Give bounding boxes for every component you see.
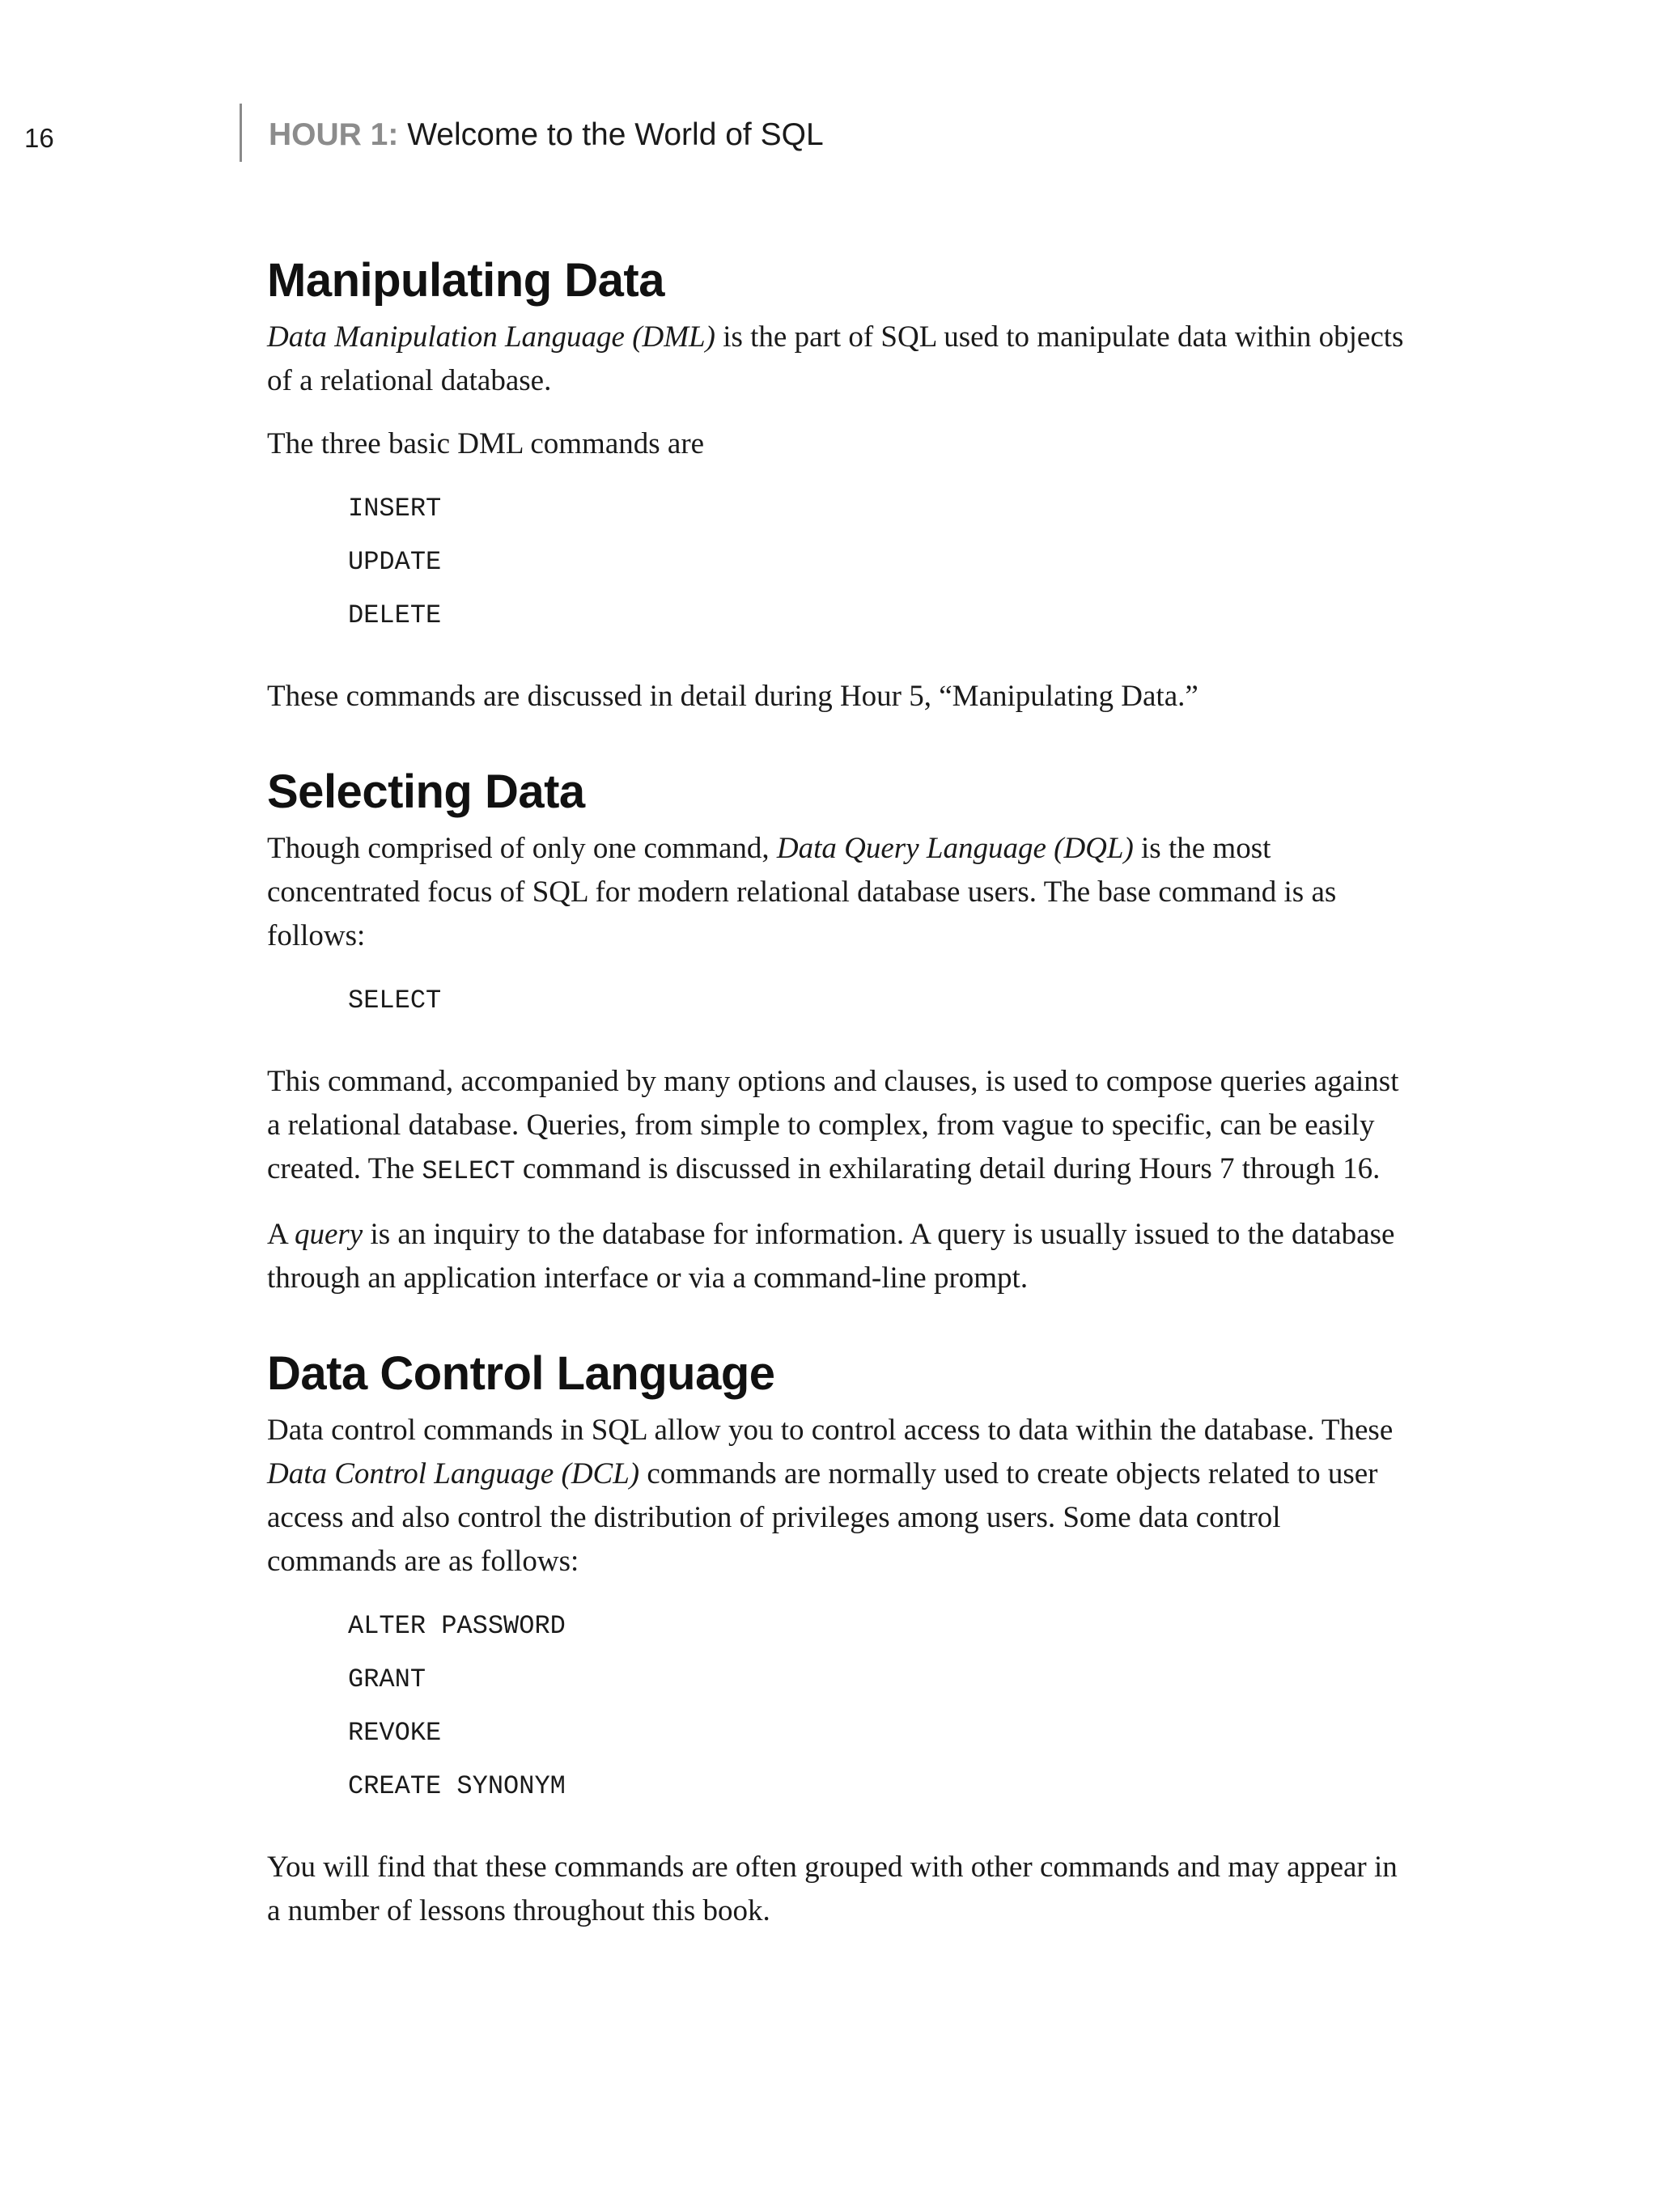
section-selecting-data — [267, 762, 1416, 1300]
section-manipulating-data — [267, 251, 1416, 719]
header-divider — [240, 104, 242, 162]
command-list — [267, 482, 1416, 642]
paragraph: The three basic DML commands are — [267, 427, 705, 460]
section-heading: Data Control Language — [267, 1347, 775, 1400]
section-data-control-language — [267, 1344, 1416, 1933]
inline-code: SELECT — [422, 1156, 515, 1186]
running-head-title: Welcome to the World of SQL — [407, 117, 824, 152]
running-head-hour-label: HOUR 1: — [269, 117, 399, 152]
page-number: 16 — [24, 123, 54, 153]
paragraph-text: Data control commands in SQL allow you to control access to data within the database. These — [267, 1414, 1394, 1447]
command-item: CREATE SYNONYM — [348, 1771, 566, 1801]
paragraph — [267, 1060, 1416, 1194]
paragraph — [267, 1409, 1416, 1584]
term-emphasis: Data Manipulation Language (DML) — [267, 320, 715, 354]
term-emphasis: query — [294, 1218, 363, 1251]
section-heading: Manipulating Data — [267, 254, 664, 307]
paragraph — [267, 827, 1416, 958]
command-item: DELETE — [348, 600, 442, 630]
paragraph-text: This command, accompanied by many options and clauses, is used to compose queries against a relational database. Queries, from simple to complex, from vague to specific, can be easily created. The — [267, 1065, 1399, 1185]
running-head — [269, 117, 824, 153]
command-item: REVOKE — [348, 1718, 442, 1748]
paragraph — [267, 316, 1416, 403]
command-item: SELECT — [348, 986, 442, 1015]
command-list — [267, 974, 1416, 1028]
paragraph-text: Though comprised of only one command, — [267, 832, 777, 865]
command-item: UPDATE — [348, 547, 442, 577]
term-emphasis: Data Control Language (DCL) — [267, 1457, 640, 1490]
paragraph-text: is the most concentrated focus of SQL for modern relational database users. The base command is as follows: — [267, 832, 1337, 952]
term-emphasis: Data Query Language (DQL) — [776, 832, 1134, 865]
command-item: GRANT — [348, 1664, 426, 1694]
paragraph: These commands are discussed in detail during Hour 5, “Manipulating Data.” — [267, 680, 1198, 713]
paragraph-text: command is discussed in exhilarating detail during Hours 7 through 16. — [515, 1152, 1381, 1185]
command-list — [267, 1600, 1416, 1813]
paragraph — [267, 1213, 1416, 1300]
section-heading: Selecting Data — [267, 765, 585, 818]
command-item: ALTER PASSWORD — [348, 1611, 566, 1641]
paragraph-text: A — [267, 1218, 295, 1251]
paragraph: You will find that these commands are often grouped with other commands and may appear in a number of lessons throughout this book. — [267, 1851, 1398, 1927]
command-item: INSERT — [348, 494, 442, 524]
paragraph-text: commands are normally used to create objects related to user access and also control the distribution of privileges among users. Some data control commands are as follows: — [267, 1457, 1378, 1578]
paragraph-text: is the part of SQL used to manipulate data within objects of a relational database. — [267, 320, 1404, 397]
page-content — [267, 251, 1416, 1933]
paragraph-text: is an inquiry to the database for information. A query is usually issued to the database through an application interface or via a command-line prompt. — [267, 1218, 1395, 1295]
